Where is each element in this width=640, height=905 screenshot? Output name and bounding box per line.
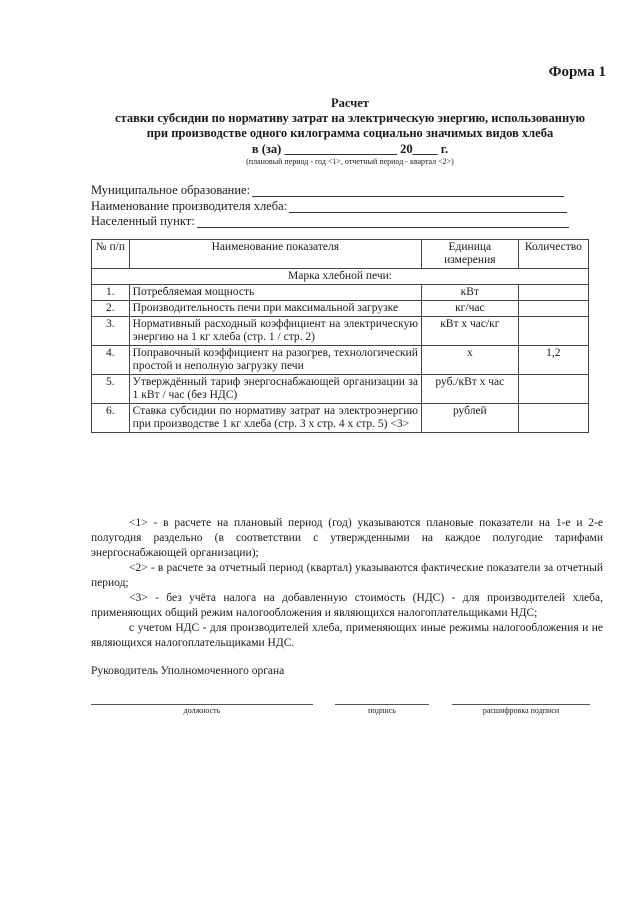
field-producer-input[interactable] xyxy=(289,202,567,213)
period-note: (плановый период - год <1>, отчетный период - квартал <2>) xyxy=(246,157,454,166)
header-name: Наименование показателя xyxy=(129,240,421,269)
table-row xyxy=(92,317,589,346)
row-name: Производительность печи при максимальной загрузке xyxy=(129,301,421,317)
row-num: 6. xyxy=(92,404,130,433)
signature-sign-caption: подпись xyxy=(368,706,396,715)
table-subheader-row xyxy=(92,269,589,285)
period-year: 20 xyxy=(396,142,413,156)
field-locality-input[interactable] xyxy=(197,217,569,228)
row-unit: кВт xyxy=(421,285,518,301)
period-blank[interactable]: __________________ xyxy=(284,142,397,156)
row-unit: кВт x час/кг xyxy=(421,317,518,346)
row-num: 4. xyxy=(92,346,130,375)
table-header-row xyxy=(92,240,589,269)
oven-brand-label: Марка хлебной печи: xyxy=(92,269,589,285)
row-qty[interactable] xyxy=(518,375,588,404)
period-suffix: г. xyxy=(437,142,449,156)
field-municipality-input[interactable] xyxy=(252,186,564,197)
row-name: Потребляемая мощность xyxy=(129,285,421,301)
signature-position-field[interactable] xyxy=(91,704,313,715)
table-row xyxy=(92,346,589,375)
footnote-2: <2> - в расчете за отчетный период (квартал) указываются фактические показатели за отчетный период; xyxy=(91,562,603,589)
row-num: 2. xyxy=(92,301,130,317)
row-num: 1. xyxy=(92,285,130,301)
table-row xyxy=(92,375,589,404)
row-num: 3. xyxy=(92,317,130,346)
row-qty[interactable] xyxy=(518,301,588,317)
footnote-1: <1> - в расчете на плановый период (год) указываются плановые показатели на 1-е и 2-е полугодия раздельно (в соответствии с утвержденными на каждое полугодие тарифами энергоснабжающей организации); xyxy=(91,517,603,559)
row-unit: рублей xyxy=(421,404,518,433)
row-name: Утверждённый тариф энергоснабжающей организации за 1 кВт / час (без НДС) xyxy=(129,375,421,404)
title-line-3: при производстве одного килограмма социально значимых видов хлеба xyxy=(146,126,554,140)
footnote-3-continued: с учетом НДС - для производителей хлеба, применяющих иные режимы налогообложения и не являющихся налогоплательщиками НДС. xyxy=(91,622,603,649)
row-num: 5. xyxy=(92,375,130,404)
field-municipality-label: Муниципальное образование: xyxy=(91,183,251,197)
field-municipality xyxy=(91,183,564,197)
row-unit: руб./кВт x час xyxy=(421,375,518,404)
period-prefix: в (за) xyxy=(251,142,285,156)
form-label: Форма 1 xyxy=(548,64,606,80)
row-unit: x xyxy=(421,346,518,375)
field-producer xyxy=(91,199,567,213)
footnote-3: <3> - без учёта налога на добавленную стоимость (НДС) - для производителей хлеба, применяющих общий режим налогообложения и являющихся налогоплательщиками НДС; xyxy=(91,592,603,619)
signature-decode-field[interactable] xyxy=(452,704,590,715)
field-producer-label: Наименование производителя хлеба: xyxy=(91,199,288,213)
signature-decode-caption: расшифровка подписи xyxy=(482,706,560,715)
signature-sign-field[interactable] xyxy=(335,704,429,715)
title-line-2: ставки субсидии по нормативу затрат на электрическую энергию, использованную xyxy=(114,111,586,125)
period-year-blank[interactable]: ____ xyxy=(412,142,438,156)
row-name: Поправочный коэффициент на разогрев, технологический простой и неполную загрузку печи xyxy=(129,346,421,375)
header-unit: Единица измерения xyxy=(421,240,518,269)
field-locality-label: Населенный пункт: xyxy=(91,214,195,228)
period-line xyxy=(60,142,640,156)
title-line-1: Расчет xyxy=(331,96,369,110)
header-qty: Количество xyxy=(518,240,588,269)
head-role-label: Руководитель Уполномоченного органа xyxy=(91,665,285,677)
row-name: Ставка субсидии по нормативу затрат на электроэнергию при производстве 1 кг хлеба (стр. 3 x стр. 4 x стр. 5) <3> xyxy=(129,404,421,433)
row-qty[interactable] xyxy=(518,404,588,433)
footnotes xyxy=(91,516,603,651)
row-unit: кг/час xyxy=(421,301,518,317)
row-qty[interactable] xyxy=(518,317,588,346)
row-qty[interactable]: 1,2 xyxy=(518,346,588,375)
field-locality xyxy=(91,214,569,228)
table-row xyxy=(92,285,589,301)
header-num: № п/п xyxy=(92,240,130,269)
row-name: Нормативный расходный коэффициент на электрическую энергию на 1 кг хлеба (стр. 1 / стр. 2) xyxy=(129,317,421,346)
row-qty[interactable] xyxy=(518,285,588,301)
signature-position-caption: должность xyxy=(183,706,221,715)
calculation-table xyxy=(91,239,589,433)
table-row xyxy=(92,404,589,433)
table-row xyxy=(92,301,589,317)
